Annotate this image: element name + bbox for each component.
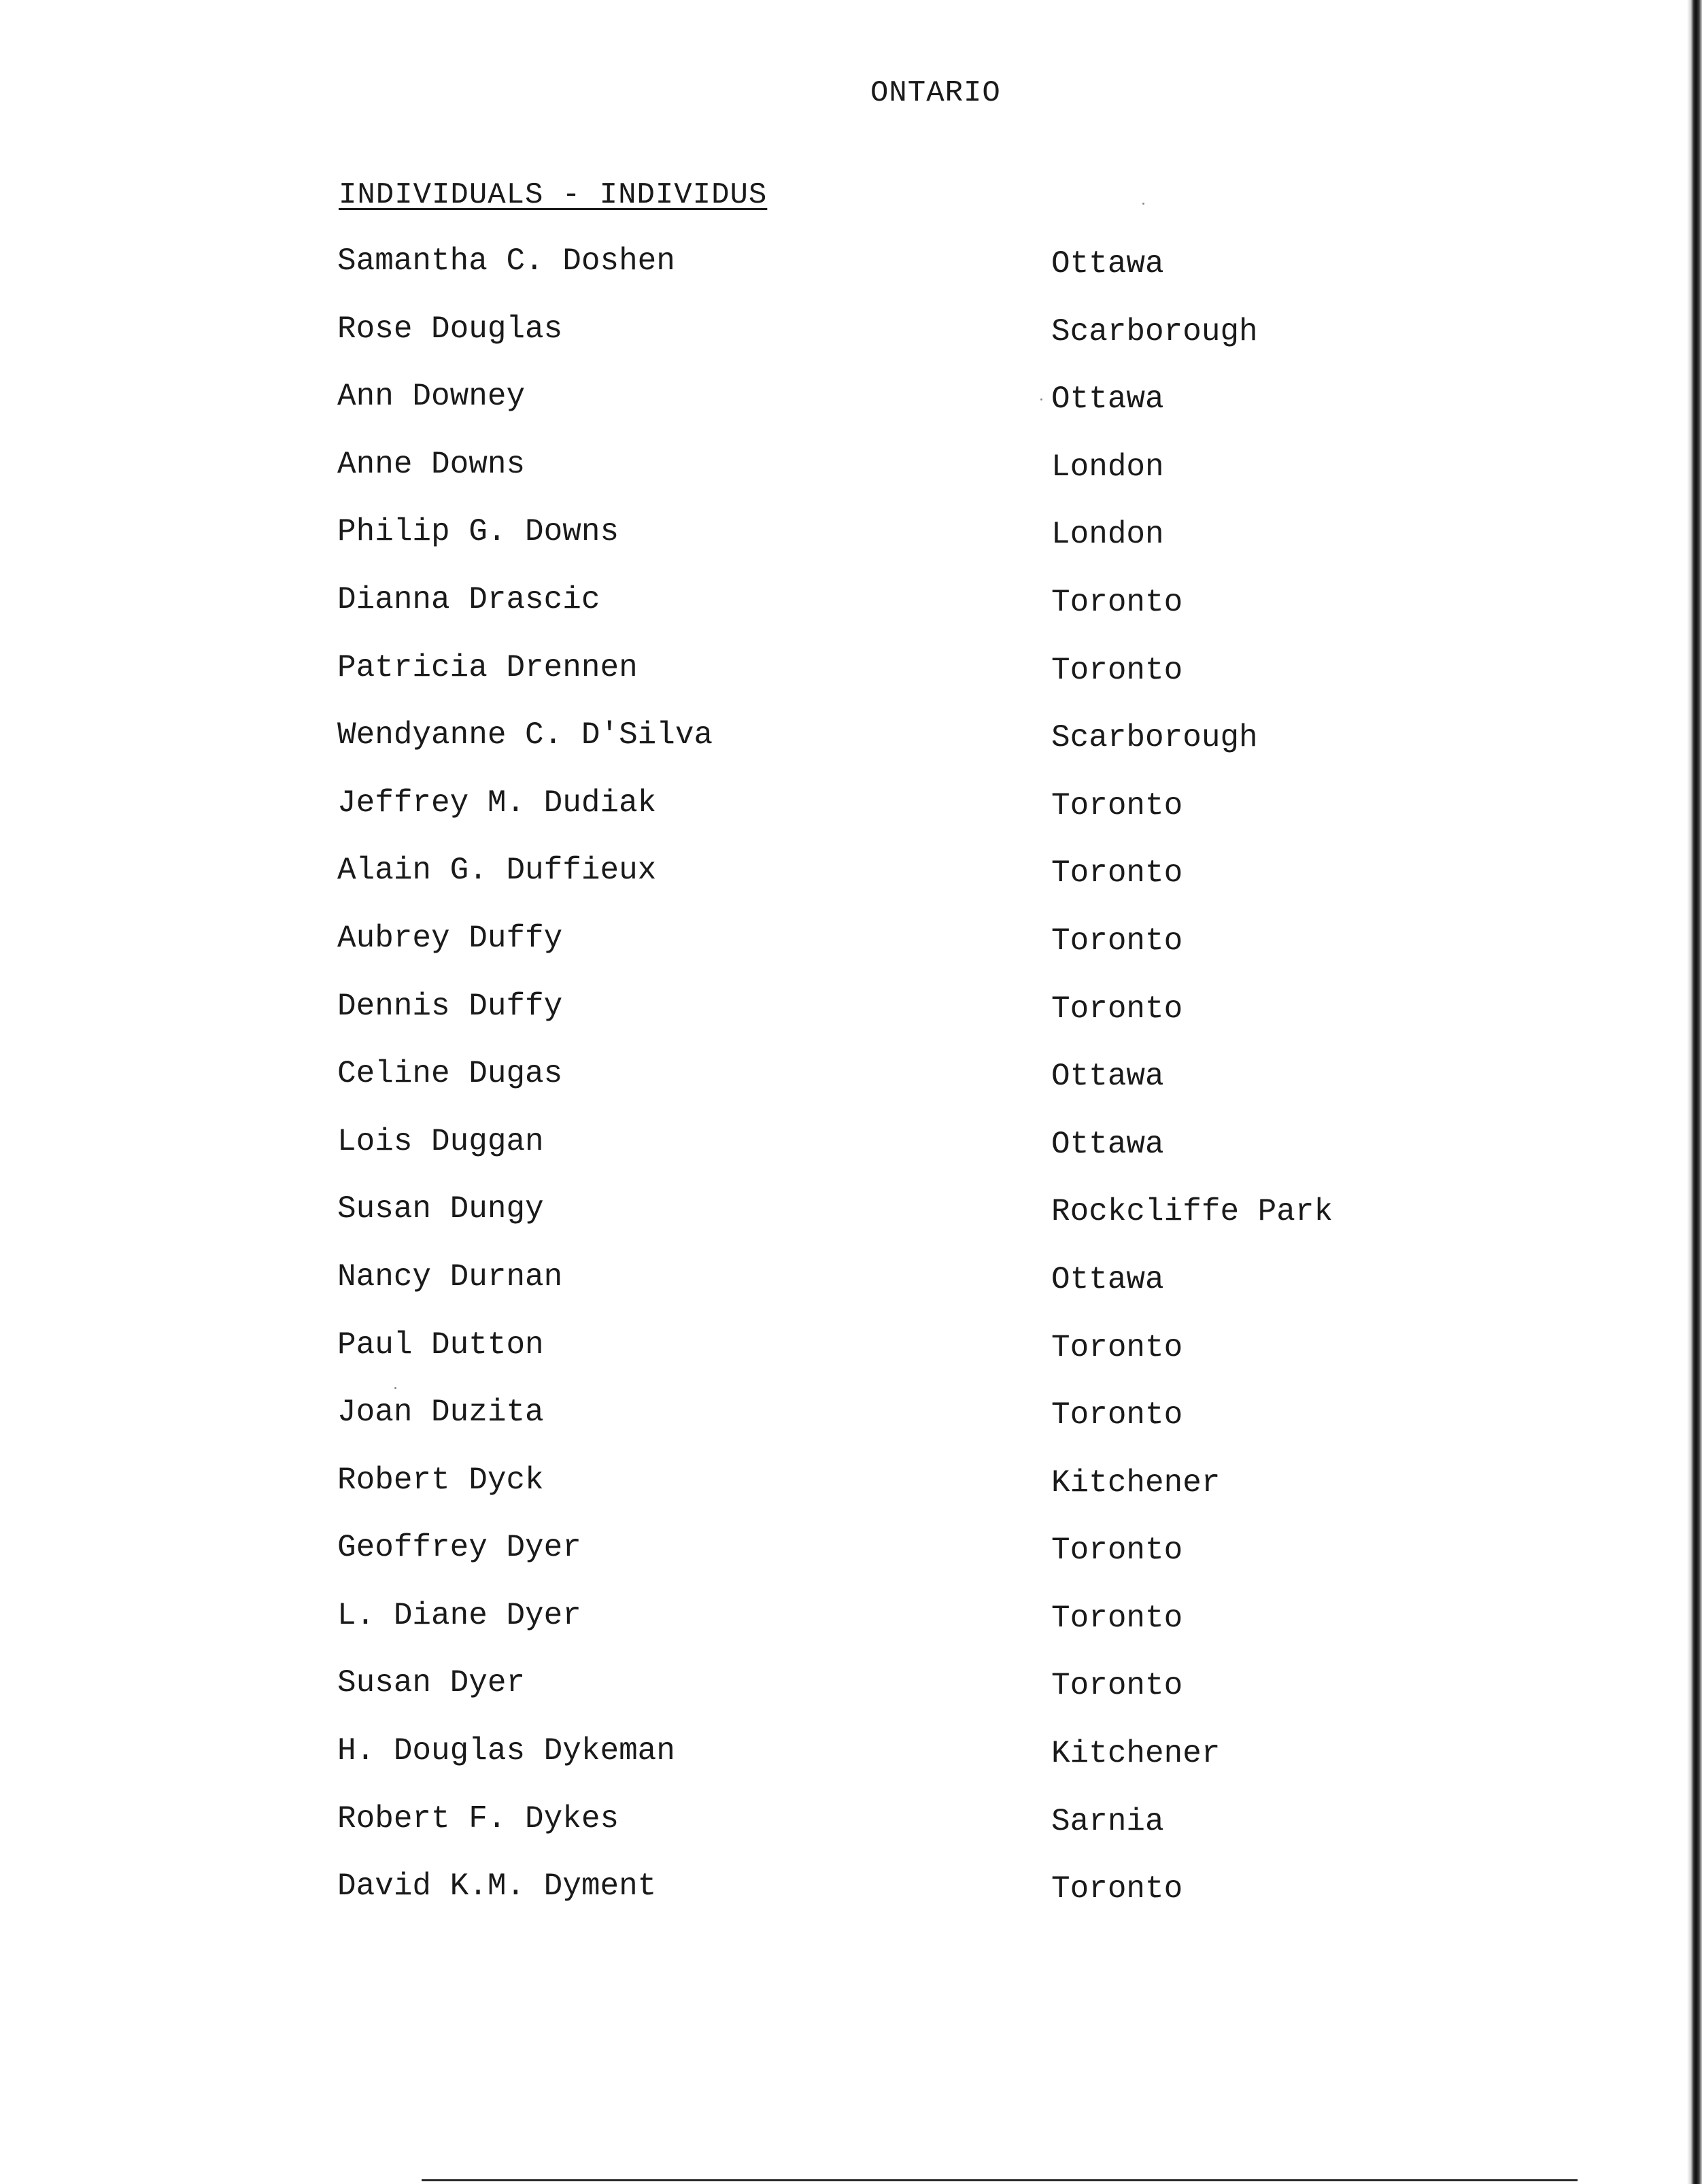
- list-item: [321, 1869, 1409, 1936]
- entry-city: Rockcliffe Park: [1051, 1194, 1333, 1230]
- entry-city: Toronto: [1051, 787, 1183, 823]
- list-item: [321, 853, 1409, 921]
- entry-city: Toronto: [1051, 1668, 1183, 1704]
- entry-city: Toronto: [1051, 1329, 1183, 1365]
- entry-city: Kitchener: [1051, 1736, 1221, 1772]
- entry-name: Dennis Duffy: [337, 988, 563, 1024]
- list-item: [321, 447, 1409, 515]
- entry-name: Philip G. Downs: [337, 514, 619, 550]
- entry-city: Toronto: [1051, 1600, 1183, 1636]
- entry-name: Susan Dungy: [337, 1191, 544, 1227]
- scan-speck: [1142, 203, 1144, 205]
- entry-name: Patricia Drennen: [337, 649, 638, 685]
- list-item: [321, 1327, 1409, 1395]
- scan-speck: [394, 1387, 396, 1389]
- list-item: [321, 1124, 1409, 1192]
- entry-name: Wendyanne C. D'Silva: [337, 717, 713, 753]
- entry-name: Rose Douglas: [337, 311, 563, 347]
- entry-name: H. Douglas Dykeman: [337, 1733, 675, 1769]
- entry-name: L. Diane Dyer: [337, 1597, 581, 1633]
- entry-city: Ottawa: [1051, 1261, 1164, 1297]
- entry-city: Toronto: [1051, 1533, 1183, 1569]
- list-item: [321, 650, 1409, 718]
- list-item: [321, 1733, 1409, 1801]
- entry-name: Susan Dyer: [337, 1665, 526, 1701]
- entry-city: Toronto: [1051, 584, 1183, 620]
- entry-name: David K.M. Dyment: [337, 1869, 657, 1905]
- entry-name: Nancy Durnan: [337, 1259, 563, 1295]
- entry-city: Scarborough: [1051, 720, 1258, 756]
- entry-city: London: [1051, 517, 1164, 553]
- entry-city: Toronto: [1051, 855, 1183, 891]
- entry-name: Anne Downs: [337, 446, 526, 482]
- list-item: [321, 582, 1409, 650]
- entry-name: Samantha C. Doshen: [337, 243, 675, 279]
- entry-city: Ottawa: [1051, 381, 1164, 417]
- entry-city: Ottawa: [1051, 1126, 1164, 1162]
- entry-name: Joan Duzita: [337, 1395, 544, 1431]
- entry-name: Geoffrey Dyer: [337, 1530, 581, 1566]
- list-item: [321, 1801, 1409, 1869]
- entry-name: Robert F. Dykes: [337, 1801, 619, 1837]
- list-item: [321, 1191, 1409, 1259]
- list-item: [321, 1598, 1409, 1666]
- list-item: [321, 1665, 1409, 1733]
- list-item: [321, 717, 1409, 785]
- list-item: [321, 1056, 1409, 1124]
- list-item: [321, 1395, 1409, 1463]
- entry-name: Jeffrey M. Dudiak: [337, 785, 657, 821]
- entry-city: Kitchener: [1051, 1465, 1221, 1501]
- entry-city: Ottawa: [1051, 1059, 1164, 1095]
- entry-city: Toronto: [1051, 991, 1183, 1027]
- entry-name: Robert Dyck: [337, 1462, 544, 1498]
- entry-city: Toronto: [1051, 652, 1183, 688]
- entry-city: Toronto: [1051, 1871, 1183, 1907]
- entry-city: Toronto: [1051, 1397, 1183, 1433]
- list-item: [321, 311, 1409, 379]
- entry-city: Ottawa: [1051, 246, 1164, 281]
- province-title: ONTARIO: [870, 76, 1001, 110]
- list-item: [321, 514, 1409, 582]
- entry-city: London: [1051, 449, 1164, 485]
- entry-name: Lois Duggan: [337, 1123, 544, 1159]
- individuals-list: [321, 243, 1409, 1936]
- entry-city: Sarnia: [1051, 1803, 1164, 1839]
- entry-city: Toronto: [1051, 923, 1183, 959]
- page-bottom-edge: [422, 2179, 1578, 2181]
- entry-name: Paul Dutton: [337, 1327, 544, 1363]
- list-item: [321, 1530, 1409, 1598]
- entry-name: Aubrey Duffy: [337, 920, 563, 956]
- entry-city: Scarborough: [1051, 313, 1258, 349]
- list-item: [321, 243, 1409, 311]
- entry-name: Alain G. Duffieux: [337, 853, 657, 889]
- page-binding-edge: [1687, 0, 1702, 2184]
- list-item: [321, 785, 1409, 853]
- list-item: [321, 1259, 1409, 1327]
- list-item: [321, 989, 1409, 1057]
- list-item: [321, 379, 1409, 447]
- list-item: [321, 1463, 1409, 1531]
- section-heading: INDIVIDUALS - INDIVIDUS: [339, 178, 768, 212]
- entry-name: Celine Dugas: [337, 1056, 563, 1092]
- entry-name: Ann Downey: [337, 379, 526, 415]
- list-item: [321, 921, 1409, 989]
- entry-name: Dianna Drascic: [337, 581, 600, 617]
- scan-speck: [1040, 398, 1042, 400]
